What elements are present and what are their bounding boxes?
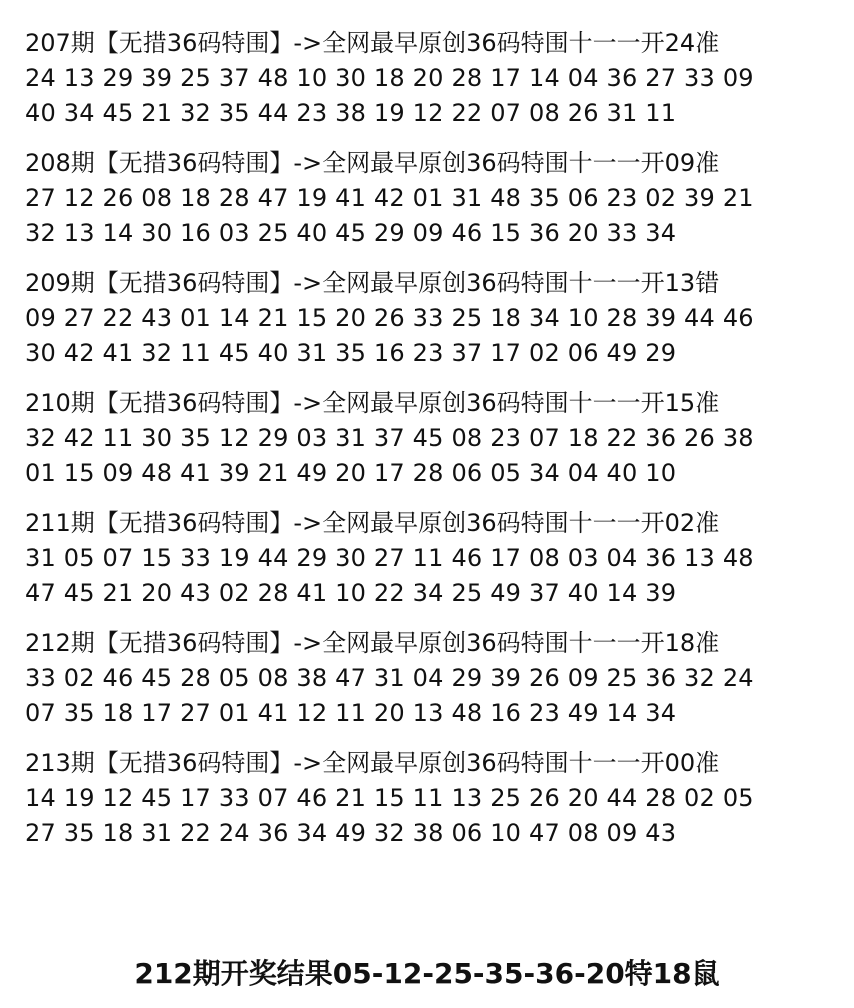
numbers-row-2: 30 42 41 32 11 45 40 31 35 16 23 37 17 02 06 49 29 xyxy=(25,339,677,367)
draw-result: 212期开奖结果05-12-25-35-36-20特18鼠 xyxy=(134,957,720,990)
entry-title: 210期【无措36码特围】->全网最早原创36码特围十一一开15准 xyxy=(25,389,720,417)
period-entry-210 xyxy=(25,386,825,491)
period-entry-212 xyxy=(25,626,825,731)
entry-title: 212期【无措36码特围】->全网最早原创36码特围十一一开18准 xyxy=(25,629,720,657)
numbers-row-2: 01 15 09 48 41 39 21 49 20 17 28 06 05 34 04 40 10 xyxy=(25,459,677,487)
numbers-row-1: 33 02 46 45 28 05 08 38 47 31 04 29 39 26 09 25 36 32 24 xyxy=(25,664,754,692)
numbers-row-1: 09 27 22 43 01 14 21 15 20 26 33 25 18 34 10 28 39 44 46 xyxy=(25,304,754,332)
period-entry-209 xyxy=(25,266,825,371)
entry-title: 208期【无措36码特围】->全网最早原创36码特围十一一开09准 xyxy=(25,149,720,177)
numbers-row-2: 07 35 18 17 27 01 41 12 11 20 13 48 16 23 49 14 34 xyxy=(25,699,677,727)
numbers-row-1: 24 13 29 39 25 37 48 10 30 18 20 28 17 14 04 36 27 33 09 xyxy=(25,64,754,92)
entry-title: 211期【无措36码特围】->全网最早原创36码特围十一一开02准 xyxy=(25,509,720,537)
numbers-row-2: 47 45 21 20 43 02 28 41 10 22 34 25 49 37 40 14 39 xyxy=(25,579,677,607)
prediction-list xyxy=(25,26,825,866)
numbers-row-2: 40 34 45 21 32 35 44 23 38 19 12 22 07 08 26 31 11 xyxy=(25,99,677,127)
period-entry-213 xyxy=(25,746,825,851)
numbers-row-2: 27 35 18 31 22 24 36 34 49 32 38 06 10 47 08 09 43 xyxy=(25,819,677,847)
numbers-row-2: 32 13 14 30 16 03 25 40 45 29 09 46 15 36 20 33 34 xyxy=(25,219,677,247)
period-entry-208 xyxy=(25,146,825,251)
entry-title: 209期【无措36码特围】->全网最早原创36码特围十一一开13错 xyxy=(25,269,720,297)
numbers-row-1: 31 05 07 15 33 19 44 29 30 27 11 46 17 08 03 04 36 13 48 xyxy=(25,544,754,572)
period-entry-211 xyxy=(25,506,825,611)
numbers-row-1: 14 19 12 45 17 33 07 46 21 15 11 13 25 26 20 44 28 02 05 xyxy=(25,784,754,812)
entry-title: 207期【无措36码特围】->全网最早原创36码特围十一一开24准 xyxy=(25,29,720,57)
numbers-row-1: 27 12 26 08 18 28 47 19 41 42 01 31 48 35 06 23 02 39 21 xyxy=(25,184,754,212)
entry-title: 213期【无措36码特围】->全网最早原创36码特围十一一开00准 xyxy=(25,749,720,777)
numbers-row-1: 32 42 11 30 35 12 29 03 31 37 45 08 23 07 18 22 36 26 38 xyxy=(25,424,754,452)
period-entry-207 xyxy=(25,26,825,131)
